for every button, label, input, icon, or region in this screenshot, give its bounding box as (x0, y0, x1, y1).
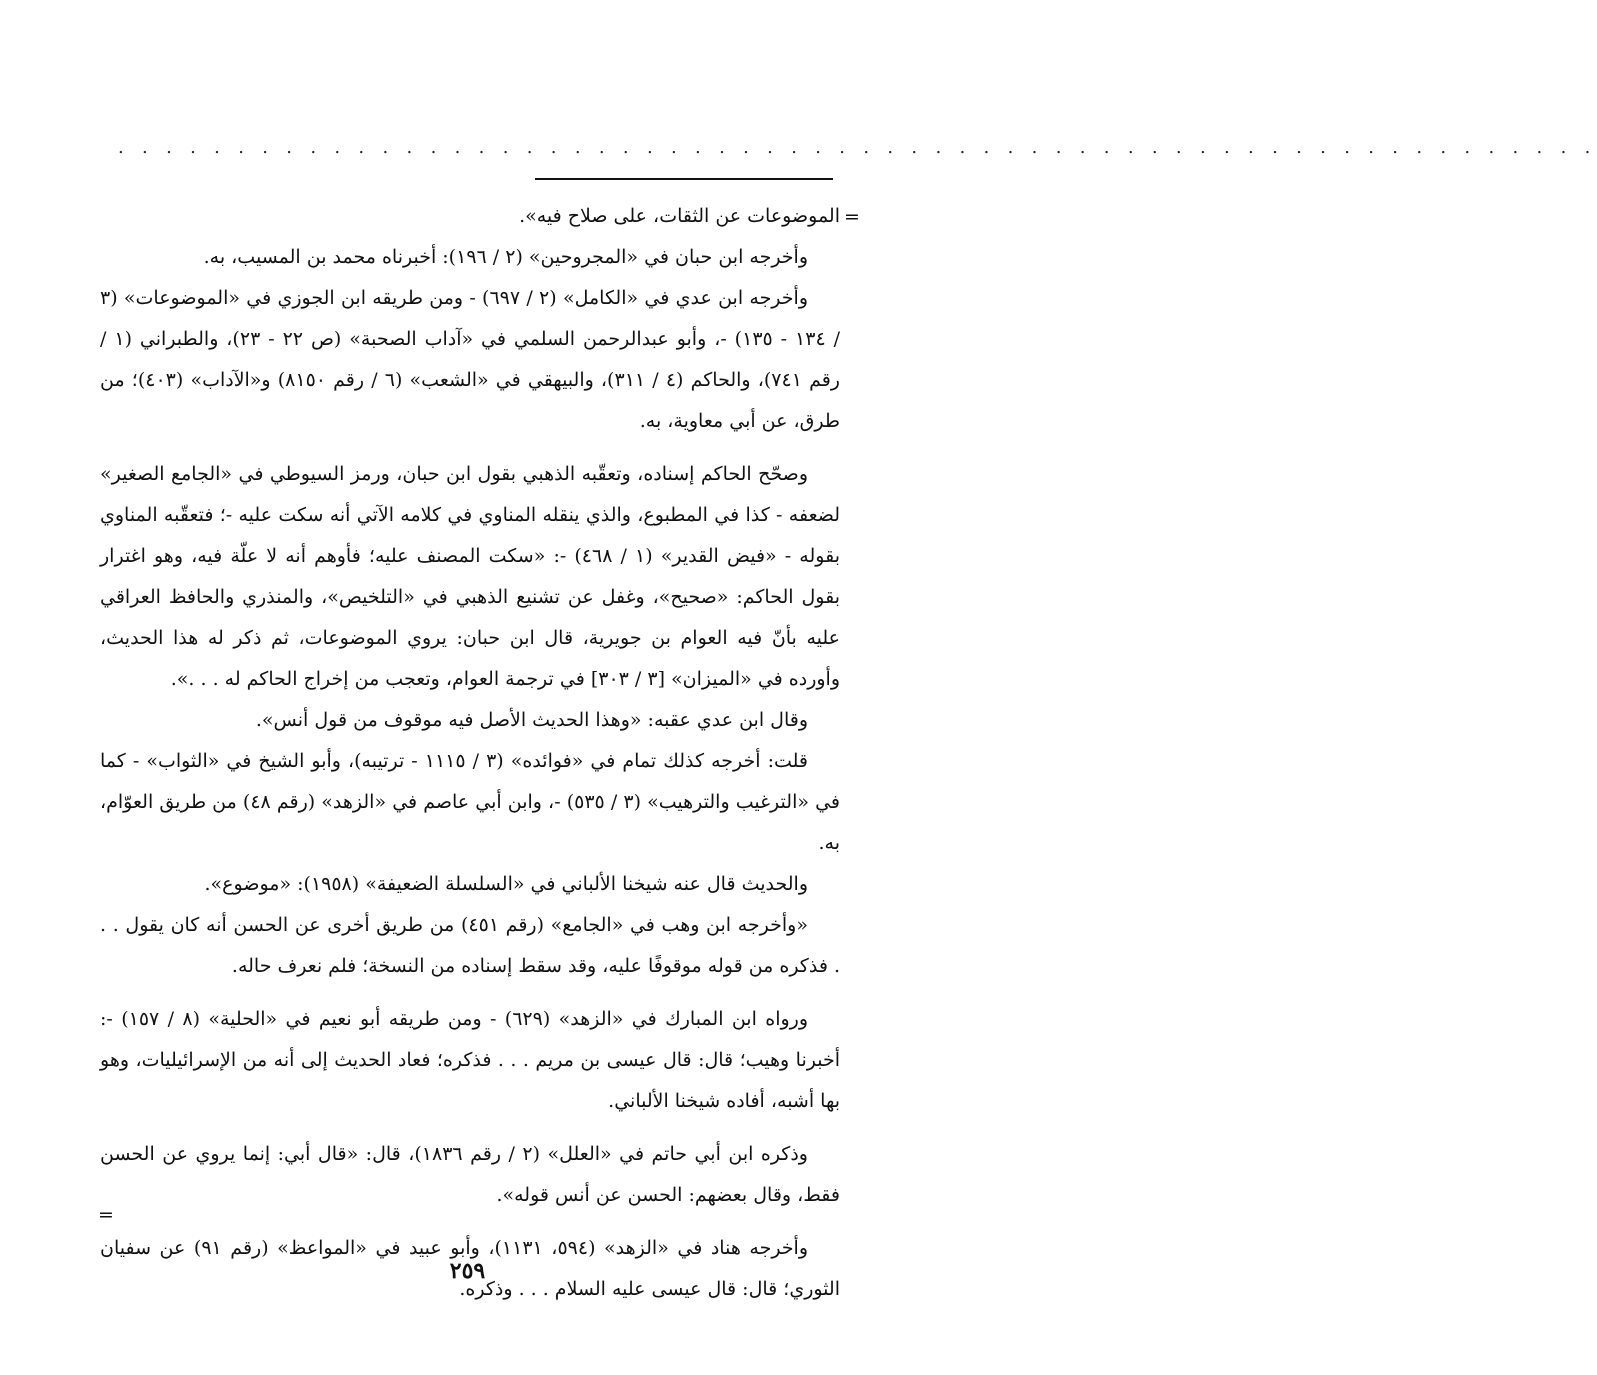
paragraph-1: الموضوعات عن الثقات، على صلاح فيه». (519, 205, 840, 227)
page-number: ٢٥٩ (449, 1258, 486, 1284)
paragraph-11: وأخرجه هناد في «الزهد» (٥٩٤، ١١٣١)، وأبو عبيد في «المواعظ» (رقم ٩١) عن سفيان الثوري؛ قال: قال عيسى عليه السلام . . . وذكره. (100, 1237, 840, 1300)
paragraph-5: وقال ابن عدي عقبه: «وهذا الحديث الأصل فيه موقوف من قول أنس». (255, 709, 808, 731)
paragraph-4: وصحّح الحاكم إسناده، وتعقّبه الذهبي بقول ابن حبان، ورمز السيوطي في «الجامع الصغير» لضعفه - كذا في المطبوع، والذي ينقله المناوي في كلامه الآتي أنه سكت عليه -؛ فتعقّبه المناوي بقوله - «فيض القدير» (١ / ٤٦٨) -: «سكت المصنف عليه؛ فأوهم أنه لا علّة فيه، وهو اغترار بقول الحاكم: «صحيح»، وغفل عن تشنيع الذهبي في «التلخيص»، والمنذري والحافظ العراقي عليه بأنّ فيه العوام بن جويرية، قال ابن حبان: يروي الموضوعات، ثم ذكر له هذا الحديث، وأورده في «الميزان» [٣ / ٣٠٣] في ترجمة العوام، وتعجب من إخراج الحاكم له . . .». (100, 463, 840, 690)
paragraph-9: ورواه ابن المبارك في «الزهد» (٦٢٩) - ومن طريقه أبو نعيم في «الحلية» (٨ / ١٥٧) -: أخبرنا وهيب؛ قال: قال عيسى بن مريم . . . فذكره؛ فعاد الحديث إلى أنه من الإسرائيليات، وهو بها أشبه، أفاده شيخنا الألباني. (100, 1008, 840, 1112)
paragraph-10: وذكره ابن أبي حاتم في «العلل» (٢ / رقم ١٨٣٦)، قال: «قال أبي: إنما يروي عن الحسن فقط، وقال بعضهم: الحسن عن أنس قوله». (100, 1143, 840, 1206)
continuation-mark-bottom: = (98, 1204, 114, 1226)
header-dotted-line: . . . . . . . . . . . . . . . . . . . . . . . . . . . . . . . . . . . . . . . . . . . . . . . . . . . . . . . . . . . . . . (118, 137, 1597, 158)
paragraph-7: والحديث قال عنه شيخنا الألباني في «السلسلة الضعيفة» (١٩٥٨): «موضوع». (204, 873, 808, 895)
paragraph-2: وأخرجه ابن حبان في «المجروحين» (٢ / ١٩٦): أخبرناه محمد بن المسيب، به. (203, 246, 808, 268)
footnote-separator-rule (535, 178, 833, 180)
footnote-text (100, 196, 840, 1310)
continuation-mark-top: = (844, 206, 860, 228)
paragraph-8: «وأخرجه ابن وهب في «الجامع» (رقم ٤٥١) من طريق أخرى عن الحسن أنه كان يقول . . . فذكره من قوله موقوفًا عليه، وقد سقط إسناده من النسخة؛ فلم نعرف حاله. (100, 914, 840, 977)
paragraph-3: وأخرجه ابن عدي في «الكامل» (٢ / ٦٩٧) - ومن طريقه ابن الجوزي في «الموضوعات» (٣ / ١٣٤ - ١٣٥) -، وأبو عبدالرحمن السلمي في «آداب الصحبة» (ص ٢٢ - ٢٣)، والطبراني (١ / رقم ٧٤١)، والحاكم (٤ / ٣١١)، والبيهقي في «الشعب» (٦ / رقم ٨١٥٠) و«الآداب» (٤٠٣)؛ من طرق، عن أبي معاوية، به. (100, 287, 841, 432)
paragraph-6: قلت: أخرجه كذلك تمام في «فوائده» (٣ / ١١١٥ - ترتيبه)، وأبو الشيخ في «الثواب» - كما في «الترغيب والترهيب» (٣ / ٥٣٥) -، وابن أبي عاصم في «الزهد» (رقم ٤٨) من طريق العوّام، به. (100, 750, 840, 854)
